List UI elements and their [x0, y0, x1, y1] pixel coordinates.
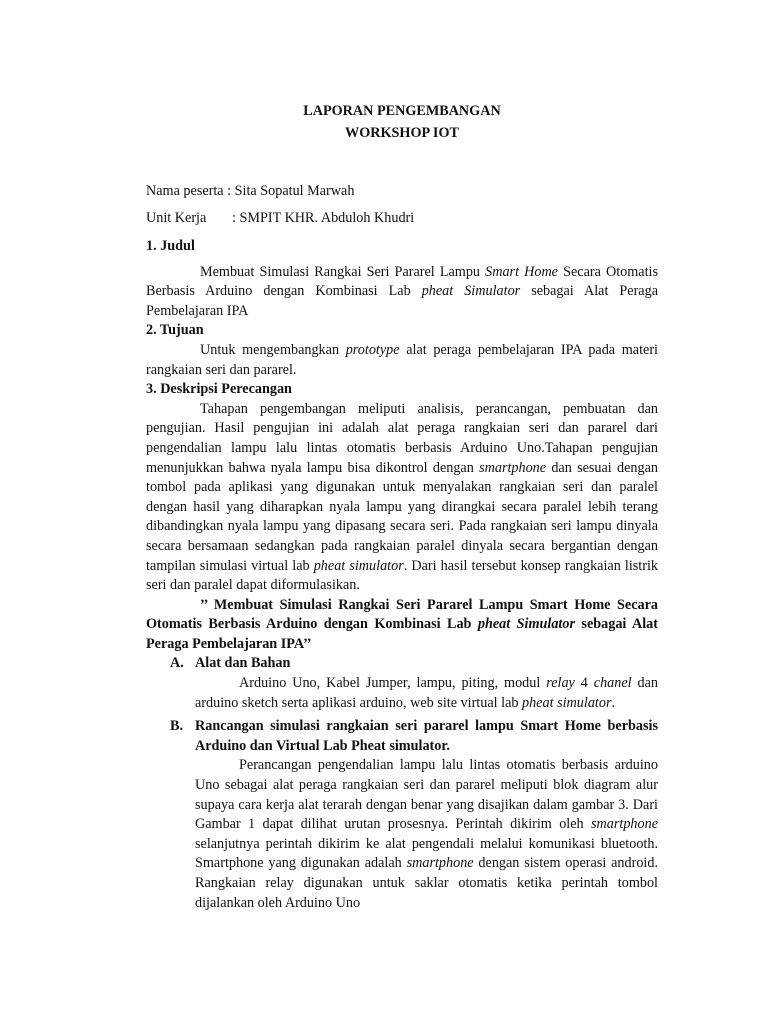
tujuan-emphasis: prototype [345, 341, 400, 358]
rancangan-text-1: Perancangan pengendalian lampu lalu lintas otomatis berbasis arduino Uno sebagai alat peraga rangkaian seri dan pararel meliputi blok diagram alur supaya cara kerja alat terarah dengan benar yang disajikan dalam gambar 3. Dari Gambar 1 dapat dilihat urutan prosesnya. Perintah dikirim oleh [195, 757, 658, 833]
unit-label: Unit Kerja [146, 209, 207, 226]
judul-emphasis-1: Smart Home [485, 263, 558, 280]
section-heading-tujuan: 2. Tujuan [146, 322, 204, 339]
alat-emphasis-2: chanel [593, 675, 632, 692]
section-heading-judul: 1. Judul [146, 238, 195, 254]
subsection-heading-rancangan: Rancangan simulasi rangkaian seri pararel lampu Smart Home berbasis Arduino dan Virtual Lab Pheat simulator. [195, 718, 658, 754]
participant-name: Nama peserta : Sita Sopatul Marwah [146, 182, 355, 199]
participant-row [146, 178, 658, 205]
unit-value: : SMPIT KHR. Abduloh Khudri [232, 209, 415, 226]
judul-text-1: Membuat Simulasi Rangkai Seri Pararel Lampu [200, 263, 486, 280]
quote-emphasis: pheat Simulator [477, 616, 575, 633]
rancangan-emphasis-2: smartphone [406, 855, 474, 872]
section-body-tujuan [146, 341, 658, 380]
document-page [146, 100, 658, 913]
deskripsi-text-2: dan sesuai dengan tombol pada aplikasi yang digunakan untuk menyalakan rangkaian seri dan paralel dengan hasil yang diharapkan nyala lampu yang dirangkai secara paralel lebih terang dibandingkan nyala lampu yang dipasang secara seri. Pada rangkaian seri lampu dinyala secara bersamaan sedangkan pada rangkaian paralel dinyala secara bergantian dengan tampilan simulasi virtual lab [146, 459, 658, 574]
deskripsi-text-3: . Dari hasil tersebut konsep rangkaian listrik seri dan paralel dapat diformulasikan. [146, 557, 658, 594]
judul-emphasis-2: pheat Simulator [421, 283, 521, 300]
deskripsi-emphasis-1: smartphone [479, 459, 547, 476]
section-heading-deskripsi: 3. Deskripsi Perecangan [146, 381, 292, 398]
subsection-text-alat [195, 674, 658, 713]
quote-text-2: sebagai Alat Peraga Pembelajaran IPA’’ [146, 616, 659, 652]
alat-emphasis-1: relay [546, 675, 575, 692]
judul-text-3: sebagai Alat Peraga Pembelajaran IPA [146, 283, 658, 319]
subsection-body-alat [195, 654, 658, 713]
judul-text-2: Secara Otomatis Berbasis Arduino dengan Kombinasi Lab [146, 263, 658, 300]
project-title-quote [146, 596, 658, 655]
subsection-marker-b: B. [170, 718, 184, 735]
participant-info [146, 178, 658, 232]
tujuan-text-1: Untuk mengembangkan [200, 341, 346, 358]
tujuan-text-2: alat peraga pembelajaran IPA pada materi rangkaian seri dan pararel. [146, 341, 658, 378]
subsection-rancangan [146, 717, 658, 913]
section-body-judul [146, 263, 658, 322]
title-line-1: LAPORAN PENGEMBANGAN [303, 103, 501, 119]
rancangan-text-2: selanjutnya perintah dikirim ke alat pengendali melalui komunikasi bluetooth. Smartphone yang digunakan adalah [195, 835, 658, 872]
rancangan-text-3: dengan sistem operasi android. Rangkaian relay digunakan untuk saklar otomatis ketika perintah tombol dijalankan oleh Arduino Uno [195, 855, 658, 911]
subsection-body-rancangan [195, 717, 658, 913]
subsection-heading-alat: Alat dan Bahan [195, 655, 291, 672]
alat-emphasis-3: pheat simulator [522, 694, 612, 711]
alat-text-3: . [611, 694, 616, 711]
deskripsi-text-1: Tahapan pengembangan meliputi analisis, perancangan, pembuatan dan pengujian. Hasil pengujian ini adalah alat peraga rangkaian seri dan pararel dari pengendalian lampu lalu lintas otomatis berbasis Arduino Uno.Tahapan pengujian menunjukkan bahwa nyala lampu bisa dikontrol dengan [146, 400, 658, 476]
alat-text-1b: 4 [574, 675, 594, 692]
unit-row [146, 205, 658, 232]
section-body-deskripsi [146, 400, 658, 596]
subsection-marker-a: A. [170, 655, 184, 672]
alat-text-1: Arduino Uno, Kabel Jumper, lampu, piting, modul [239, 675, 547, 692]
quote-text-1: ’’ Membuat Simulasi Rangkai Seri Pararel Lampu Smart Home Secara Otomatis Berbasis Arduino dengan Kombinasi Lab [146, 596, 658, 633]
subsection-text-rancangan [195, 756, 658, 913]
subsection-alat [146, 654, 658, 713]
deskripsi-emphasis-2: pheat simulator [313, 557, 404, 574]
rancangan-emphasis-1: smartphone [591, 816, 658, 833]
alat-text-2: dan arduino sketch serta aplikasi arduino, web site virtual lab [195, 675, 658, 711]
title-line-2: WORKSHOP IOT [345, 125, 459, 141]
